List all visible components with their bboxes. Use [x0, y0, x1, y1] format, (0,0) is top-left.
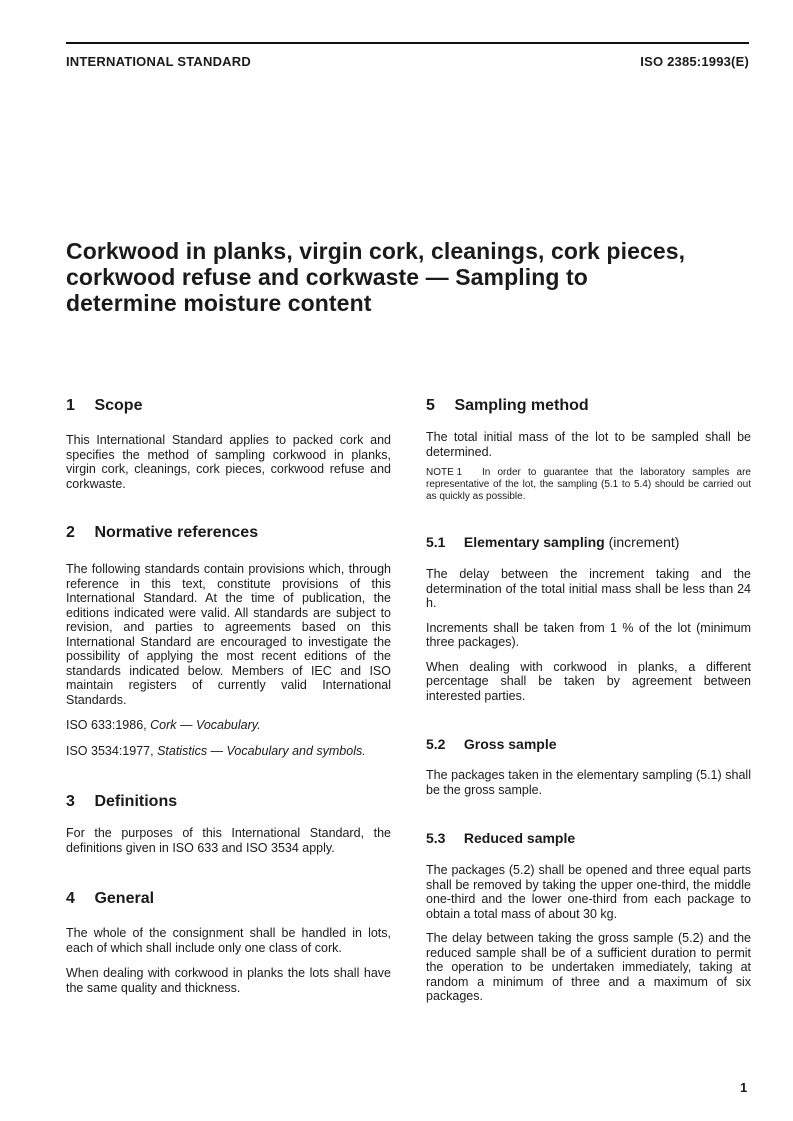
- subsection-number: 5.2: [426, 736, 446, 752]
- subsection-heading-elementary-sampling: [426, 533, 751, 551]
- standard-number: ISO 2385:1993(E): [640, 54, 749, 69]
- general-paragraph: When dealing with corkwood in planks the lots shall have the same quality and thickness.: [66, 966, 391, 995]
- section-title: General: [94, 890, 155, 907]
- left-column: [66, 396, 391, 995]
- reference-title: Statistics — Vocabulary and symbols.: [157, 743, 366, 758]
- reference-title: Cork — Vocabulary.: [150, 718, 261, 732]
- section-heading-general: [66, 889, 391, 909]
- section-heading-scope: [66, 396, 391, 416]
- reference-iso-3534: [66, 744, 391, 759]
- page-number: 1: [740, 1080, 748, 1095]
- note-text: In order to guarantee that the laboratory samples are representative of the lot, the sampling (5.1 to 5.4) should be carried out as quickly as possible.: [426, 467, 751, 502]
- subsection-title: Gross sample: [463, 736, 557, 752]
- section-number: 4: [66, 890, 75, 907]
- section-heading-sampling-method: [426, 396, 751, 416]
- definitions-paragraph: For the purposes of this International Standard, the definitions given in ISO 633 and ISO 3534 apply.: [66, 826, 391, 855]
- header-rule: [66, 42, 749, 44]
- section-heading-normative-references: [66, 523, 391, 543]
- section-number: 1: [66, 397, 75, 414]
- note: [426, 467, 751, 503]
- reference-code: ISO 633:1986,: [66, 718, 147, 732]
- subsection-title: Elementary sampling: [463, 534, 605, 550]
- section-number: 3: [66, 793, 75, 810]
- section-title: Scope: [94, 397, 143, 414]
- section-title: Definitions: [94, 793, 178, 810]
- right-column: [426, 396, 751, 1004]
- subsection-title: Reduced sample: [463, 830, 576, 846]
- title-line: Corkwood in planks, virgin cork, cleanings, cork pieces,: [66, 238, 686, 264]
- section-heading-definitions: [66, 792, 391, 812]
- general-paragraph: The whole of the consignment shall be handled in lots, each of which shall include only one class of cork.: [66, 926, 391, 955]
- reduced-paragraph: The delay between taking the gross sample (5.2) and the reduced sample shall be of a sufficient duration to permit the operation to be undertaken immediately, taking at random a minimum of three and a maximum of six packages.: [426, 931, 751, 1003]
- elementary-paragraph: Increments shall be taken from 1 % of the lot (minimum three packages).: [426, 620, 751, 649]
- section-title: Normative references: [94, 524, 259, 541]
- gross-paragraph: The packages taken in the elementary sampling (5.1) shall be the gross sample.: [426, 768, 751, 797]
- subsection-number: 5.3: [426, 830, 446, 846]
- reference-iso-633: [66, 718, 391, 733]
- elementary-paragraph: The delay between the increment taking and the determination of the total initial mass shall be less than 24 h.: [426, 567, 751, 610]
- reference-code: ISO 3534:1977,: [66, 743, 154, 758]
- title-line: determine moisture content: [66, 290, 372, 316]
- section-number: 5: [426, 397, 435, 414]
- elementary-paragraph: When dealing with corkwood in planks, a different percentage shall be taken by agreement between interested parties.: [426, 659, 751, 703]
- title-line: corkwood refuse and corkwaste — Sampling to: [66, 264, 588, 290]
- subsection-heading-reduced-sample: [426, 829, 751, 847]
- document-title: [66, 238, 756, 316]
- note-label: NOTE 1: [426, 467, 463, 478]
- section-title: Sampling method: [454, 397, 589, 414]
- subsection-qualifier: (increment): [608, 534, 680, 550]
- reduced-paragraph: The packages (5.2) shall be opened and three equal parts shall be removed by taking the upper one-third, the middle one-third and the lower one-third from each package to obtain a total mass of about 30 kg.: [426, 863, 751, 921]
- sampling-paragraph: The total initial mass of the lot to be sampled shall be determined.: [426, 430, 751, 459]
- scope-paragraph: This International Standard applies to packed cork and specifies the method of sampling corkwood in planks, virgin cork, cleanings, cork pieces, corkwood refuse and corkwaste.: [66, 433, 391, 491]
- section-number: 2: [66, 524, 75, 541]
- subsection-heading-gross-sample: [426, 735, 751, 753]
- document-type: INTERNATIONAL STANDARD: [66, 54, 251, 69]
- normative-paragraph: The following standards contain provisions which, through reference in this text, constitute provisions of this International Standard. At the time of publication, the editions indicated were valid. All standards are subject to revision, and parties to agreements based on this International Standard are encouraged to investigate the possibility of applying the most recent editions of the standards indicated below. Members of IEC and ISO maintain registers of currently valid International Standards.: [66, 562, 391, 707]
- subsection-number: 5.1: [426, 534, 446, 550]
